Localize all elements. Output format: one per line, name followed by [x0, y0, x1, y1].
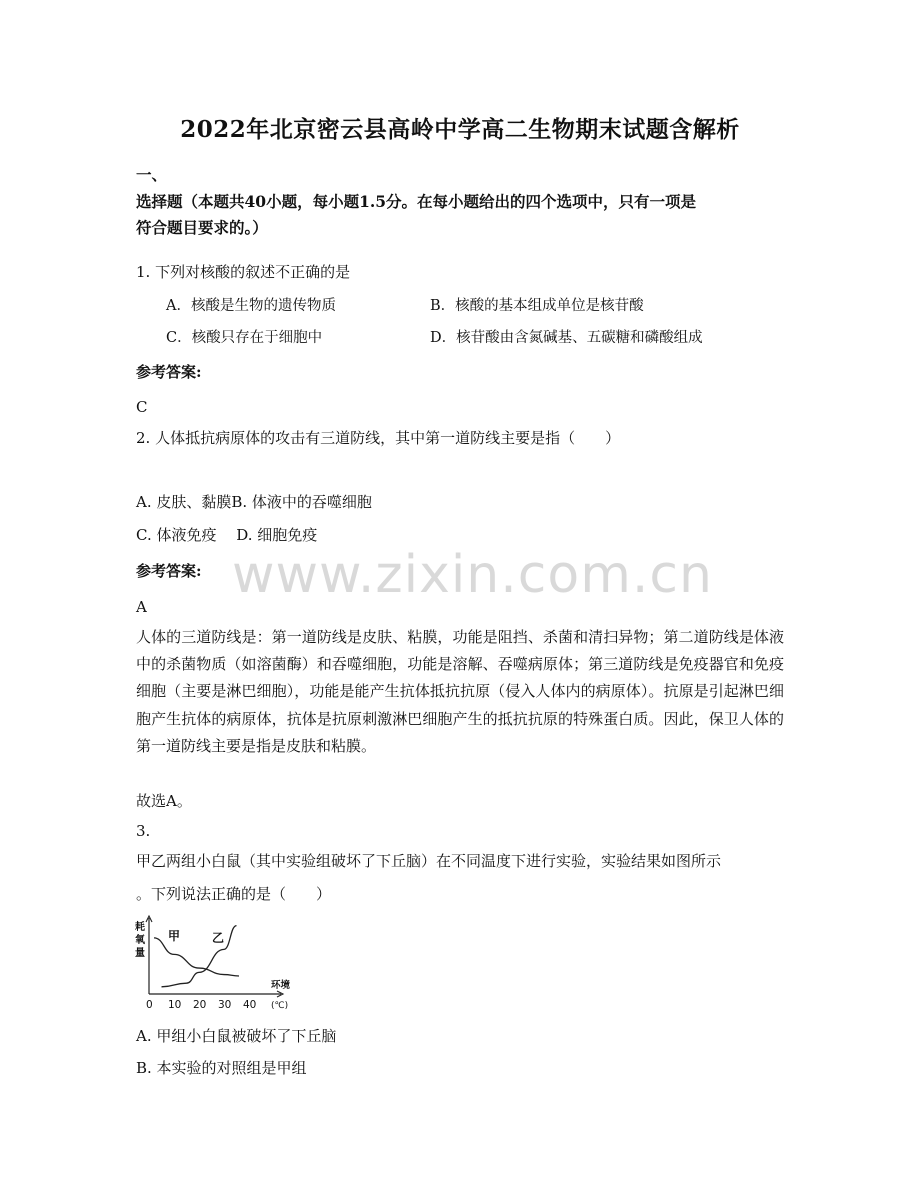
- y-axis-label-char: 耗: [135, 922, 145, 933]
- series-line-jia: [154, 938, 239, 976]
- question-3-number: 3.: [136, 822, 151, 840]
- question-2-options-line2: C. 体液免疫 D. 细胞免疫: [136, 526, 318, 544]
- question-1-stem: 1. 下列对核酸的叙述不正确的是: [136, 263, 351, 281]
- section-heading-line1: 选择题（本题共40小题，每小题1.5分。在每小题给出的四个选项中，只有一项是: [136, 192, 697, 211]
- watermark: www.zixin.com.cn: [232, 545, 713, 605]
- question-2-answer: A: [136, 598, 147, 616]
- question-2-stem: 2. 人体抵抗病原体的攻击有三道防线，其中第一道防线主要是指（ ）: [136, 429, 621, 447]
- oxygen-consumption-chart: [132, 912, 302, 1016]
- question-2-options-line1: A. 皮肤、黏膜B. 体液中的吞噬细胞: [136, 493, 372, 511]
- x-tick-label: 40: [243, 999, 257, 1011]
- series-label-jia: 甲: [168, 929, 181, 943]
- question-3-stem-line1: 甲乙两组小白鼠（其中实验组破坏了下丘脑）在不同温度下进行实验，实验结果如图所示: [136, 852, 722, 870]
- x-axis-label: 环境: [271, 980, 291, 991]
- question-3-stem-line2: 。下列说法正确的是（ ）: [136, 885, 332, 903]
- x-tick-label: 0: [146, 999, 153, 1011]
- x-tick-label: 30: [218, 999, 232, 1011]
- x-axis-unit: (℃): [271, 1001, 289, 1011]
- section-number: 一、: [136, 165, 168, 184]
- question-1-option-a: A．核酸是生物的遗传物质: [166, 298, 336, 314]
- question-3-option-a: A. 甲组小白鼠被破坏了下丘脑: [136, 1027, 337, 1045]
- question-1-option-c: C．核酸只存在于细胞中: [166, 330, 323, 346]
- y-axis-label-char: 氧: [135, 935, 145, 946]
- question-2-explanation: 人体的三道防线是：第一道防线是皮肤、粘膜，功能是阻挡、杀菌和清扫异物；第二道防线是体液中的杀菌物质（如溶菌酶）和吞噬细胞，功能是溶解、吞噬病原体；第三道防线是免疫器官和免疫细胞（主要是淋巴细胞），功能是能产生抗体抵抗抗原（侵入人体内的病原体）。抗原是引起淋巴细胞产生抗体的病原体，抗体是抗原刺激淋巴细胞产生的抵抗抗原的特殊蛋白质。因此，保卫人体的第一道防线主要是指是皮肤和粘膜。: [136, 628, 784, 755]
- question-3-option-b: B. 本实验的对照组是甲组: [136, 1059, 307, 1077]
- question-2-conclusion: 故选A。: [136, 792, 192, 810]
- x-tick-label: 20: [193, 999, 207, 1011]
- question-1-answer: C: [136, 398, 148, 416]
- section-heading-line2: 符合题目要求的。）: [136, 218, 268, 237]
- y-axis-label-char: 量: [135, 948, 145, 959]
- question-1-answer-label: 参考答案:: [136, 363, 202, 381]
- question-1-option-d: D．核苷酸由含氮碱基、五碳糖和磷酸组成: [430, 330, 703, 346]
- question-2-answer-label: 参考答案:: [136, 562, 202, 580]
- series-label-yi: 乙: [212, 931, 225, 945]
- x-tick-label: 10: [168, 999, 182, 1011]
- question-1-option-b: B．核酸的基本组成单位是核苷酸: [430, 298, 644, 314]
- page-title: 2022年北京密云县高岭中学高二生物期末试题含解析: [180, 116, 740, 143]
